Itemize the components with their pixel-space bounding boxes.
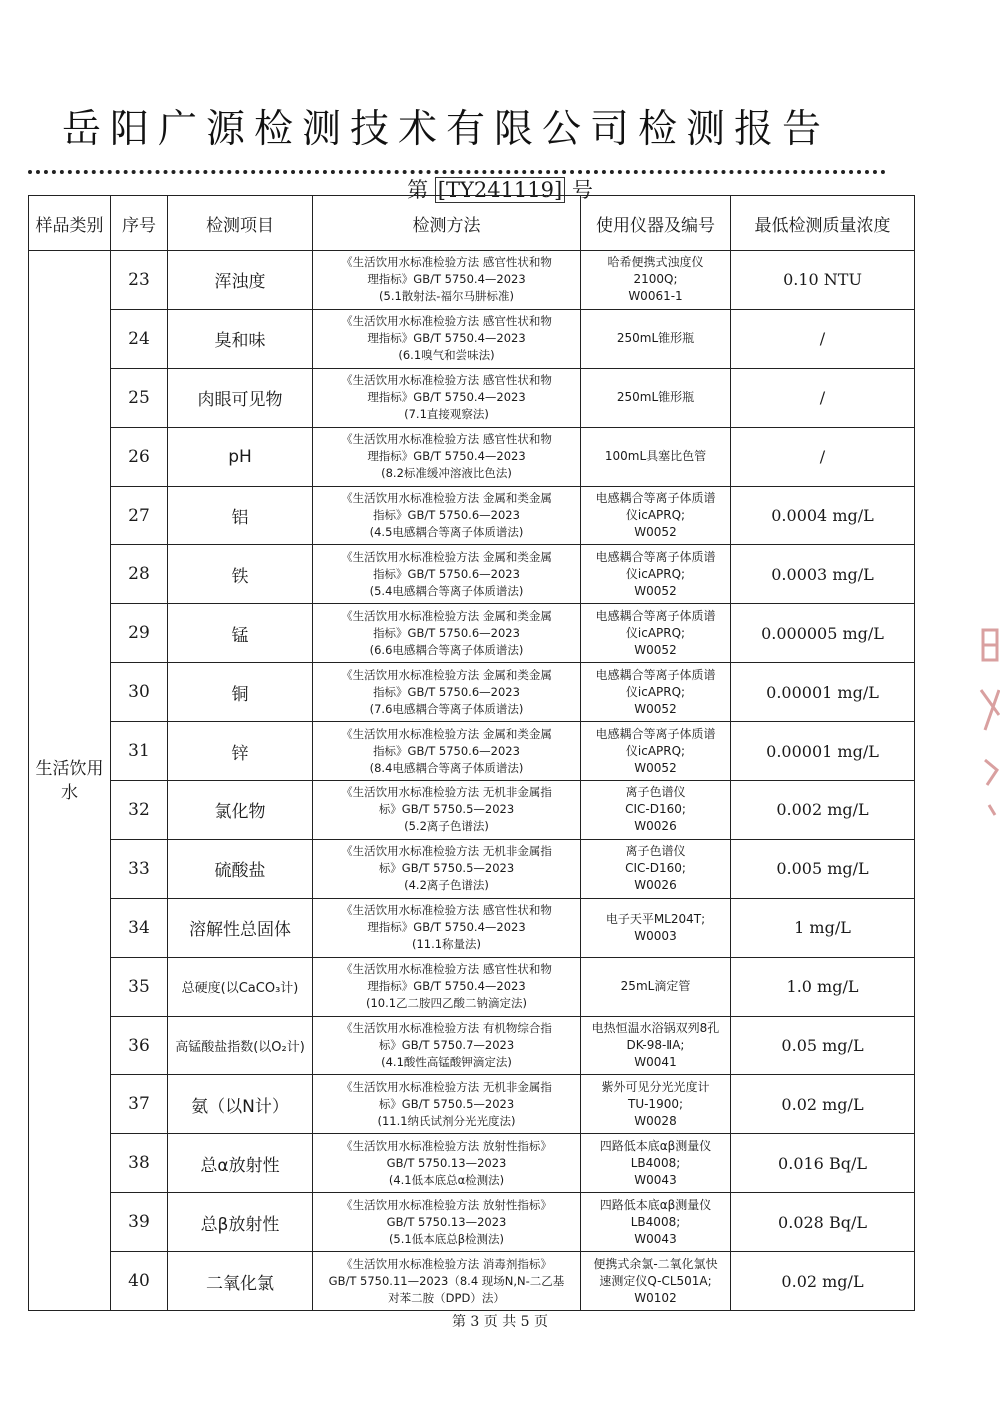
method-line: (8.4电感耦合等离子体质谱法) (369, 760, 524, 775)
method-cell (313, 898, 581, 957)
report-no: [TY241119] (435, 177, 565, 203)
instrument-line: 四路低本底αβ测量仪 (599, 1197, 712, 1212)
method-line: (10.1乙二胺四乙酸二钠滴定法) (365, 996, 528, 1011)
instrument-line: 便携式余氯-二氧化氯快 (593, 1256, 718, 1271)
item-cell: 铜 (168, 663, 313, 722)
instrument-line: 仪icAPRQ; (625, 566, 686, 581)
table-row (29, 486, 915, 545)
method-line: 《生活饮用水标准检验方法 消毒剂指标》 (341, 1256, 552, 1271)
table-row (29, 427, 915, 486)
method-line: 《生活饮用水标准检验方法 无机非金属指 (341, 1079, 552, 1094)
method-line: 指标》GB/T 5750.6—2023 (373, 625, 520, 640)
instrument-line: W0003 (634, 928, 677, 943)
method-line: 《生活饮用水标准检验方法 金属和类金属 (341, 667, 552, 682)
method-cell (313, 251, 581, 310)
item-cell: 氯化物 (168, 781, 313, 840)
method-line: 《生活饮用水标准检验方法 金属和类金属 (341, 491, 552, 505)
col-header: 序号 (111, 196, 168, 251)
method-line: (5.2离子色谱法) (404, 819, 489, 834)
method-line: (6.6电感耦合等离子体质谱法) (369, 642, 524, 657)
method-line: (5.1低本底总β检测法) (388, 1231, 505, 1246)
detection-limit-cell: 0.10 NTU (731, 251, 915, 310)
item-cell: 总硬度(以CaCO₃计) (168, 957, 313, 1016)
instrument-line: W0052 (634, 642, 677, 657)
instrument-line: W0026 (634, 819, 677, 834)
table-row (29, 545, 915, 604)
seq-cell: 31 (111, 722, 168, 781)
method-line: 指标》GB/T 5750.6—2023 (373, 743, 520, 758)
instrument-line: W0052 (634, 583, 677, 598)
instrument-line: W0052 (634, 701, 677, 716)
method-line: 指标》GB/T 5750.6—2023 (373, 684, 520, 699)
instrument-line: 2100Q; (633, 272, 678, 287)
table-row (29, 722, 915, 781)
instrument-cell (581, 427, 731, 486)
instrument-line: 电感耦合等离子体质谱 (595, 549, 716, 564)
method-line: 理指标》GB/T 5750.4—2023 (367, 920, 526, 935)
instrument-line: DK-98-ⅡA; (626, 1038, 685, 1053)
method-line: (4.1酸性高锰酸钾滴定法) (381, 1055, 512, 1070)
method-cell (313, 781, 581, 840)
report-suffix: 号 (571, 178, 593, 202)
instrument-cell (581, 957, 731, 1016)
instrument-line: 速测定仪Q-CL501A; (599, 1273, 712, 1288)
seq-cell: 29 (111, 604, 168, 663)
detection-limit-cell: 0.00001 mg/L (731, 722, 915, 781)
item-cell: 锰 (168, 604, 313, 663)
seq-cell: 39 (111, 1193, 168, 1252)
detection-limit-cell: / (731, 309, 915, 368)
detection-limit-cell: 0.0004 mg/L (731, 486, 915, 545)
method-line: 《生活饮用水标准检验方法 感官性状和物 (341, 962, 552, 977)
method-line: (11.1称量法) (411, 937, 482, 952)
method-cell (313, 545, 581, 604)
item-cell: 铁 (168, 545, 313, 604)
table-row (29, 839, 915, 898)
method-cell (313, 957, 581, 1016)
method-cell (313, 604, 581, 663)
report-prefix: 第 (407, 178, 429, 202)
item-cell: 高锰酸盐指数(以O₂计) (168, 1016, 313, 1075)
table-row (29, 1016, 915, 1075)
table-row (29, 781, 915, 840)
detection-limit-cell: 1 mg/L (731, 898, 915, 957)
table-row (29, 368, 915, 427)
method-line: 理指标》GB/T 5750.4—2023 (367, 390, 526, 405)
method-line: 《生活饮用水标准检验方法 感官性状和物 (341, 432, 552, 447)
instrument-cell (581, 604, 731, 663)
method-cell (313, 722, 581, 781)
instrument-line: 电感耦合等离子体质谱 (595, 667, 716, 682)
table-row (29, 309, 915, 368)
instrument-line: 电感耦合等离子体质谱 (595, 726, 716, 741)
method-line: 理指标》GB/T 5750.4—2023 (367, 272, 526, 287)
table-row (29, 1193, 915, 1252)
seq-cell: 36 (111, 1016, 168, 1075)
instrument-line: 紫外可见分光光度计 (601, 1079, 710, 1094)
instrument-cell (581, 1016, 731, 1075)
instrument-line: 仪icAPRQ; (625, 508, 686, 522)
method-line: 《生活饮用水标准检验方法 金属和类金属 (341, 726, 552, 741)
seq-cell: 40 (111, 1252, 168, 1311)
method-line: (11.1纳氏试剂分光光度法) (377, 1113, 516, 1128)
instrument-cell (581, 251, 731, 310)
seq-cell: 23 (111, 251, 168, 310)
seq-cell: 28 (111, 545, 168, 604)
instrument-cell (581, 368, 731, 427)
method-cell (313, 486, 581, 545)
method-line: 对苯二胺（DPD）法） (388, 1290, 505, 1305)
method-line: 理指标》GB/T 5750.4—2023 (367, 979, 526, 994)
instrument-line: W0102 (634, 1290, 677, 1305)
item-cell: pH (168, 427, 313, 486)
seq-cell: 34 (111, 898, 168, 957)
instrument-line: 离子色谱仪 (625, 844, 686, 859)
table-row (29, 957, 915, 1016)
table-header-row (29, 196, 915, 251)
instrument-line: 电感耦合等离子体质谱 (595, 608, 716, 623)
method-line: (6.1嗅气和尝味法) (398, 348, 495, 363)
instrument-cell (581, 545, 731, 604)
test-table (28, 195, 915, 1311)
instrument-cell (581, 1134, 731, 1193)
instrument-line: 250mL锥形瓶 (616, 331, 695, 346)
instrument-line: 四路低本底αβ测量仪 (599, 1138, 712, 1153)
method-line: 标》GB/T 5750.5—2023 (378, 802, 515, 817)
seq-cell: 24 (111, 309, 168, 368)
instrument-line: 电子天平ML204T; (605, 911, 706, 926)
detection-limit-cell: 0.00001 mg/L (731, 663, 915, 722)
item-cell: 二氧化氯 (168, 1252, 313, 1311)
stamp-fragment (975, 620, 1000, 820)
seq-cell: 32 (111, 781, 168, 840)
item-cell: 铝 (168, 486, 313, 545)
item-cell: 氨（以N计） (168, 1075, 313, 1134)
instrument-line: 离子色谱仪 (625, 785, 686, 800)
table-row (29, 1252, 915, 1311)
instrument-cell (581, 663, 731, 722)
instrument-line: W0052 (634, 525, 677, 539)
method-line: 理指标》GB/T 5750.4—2023 (367, 331, 526, 346)
detection-limit-cell: / (731, 427, 915, 486)
instrument-cell (581, 722, 731, 781)
table-row (29, 604, 915, 663)
item-cell: 浑浊度 (168, 251, 313, 310)
method-line: 《生活饮用水标准检验方法 感官性状和物 (341, 255, 552, 270)
table-row (29, 1134, 915, 1193)
item-cell: 臭和味 (168, 309, 313, 368)
item-cell: 总β放射性 (168, 1193, 313, 1252)
seq-cell: 26 (111, 427, 168, 486)
detection-limit-cell: 0.02 mg/L (731, 1075, 915, 1134)
item-cell: 硫酸盐 (168, 839, 313, 898)
instrument-line: 25mL滴定管 (620, 979, 691, 994)
table-row (29, 1075, 915, 1134)
detection-limit-cell: 0.016 Bq/L (731, 1134, 915, 1193)
method-line: 标》GB/T 5750.5—2023 (378, 861, 515, 876)
instrument-line: 电热恒温水浴锅双列8孔 (591, 1021, 720, 1036)
method-line: GB/T 5750.13—2023 (386, 1155, 507, 1170)
instrument-line: 仪icAPRQ; (625, 625, 686, 640)
method-line: 指标》GB/T 5750.6—2023 (373, 508, 520, 522)
col-header: 使用仪器及编号 (581, 196, 731, 251)
method-line: (8.2标准缓冲溶液比色法) (381, 466, 512, 481)
sample-category: 生活饮用水 (29, 251, 111, 1311)
detection-limit-cell: 0.05 mg/L (731, 1016, 915, 1075)
seq-cell: 30 (111, 663, 168, 722)
method-line: (4.2离子色谱法) (404, 878, 489, 893)
detection-limit-cell: / (731, 368, 915, 427)
seq-cell: 35 (111, 957, 168, 1016)
method-cell (313, 1134, 581, 1193)
method-line: (4.5电感耦合等离子体质谱法) (369, 525, 524, 539)
method-line: 《生活饮用水标准检验方法 无机非金属指 (341, 785, 552, 800)
method-line: (7.6电感耦合等离子体质谱法) (369, 701, 524, 716)
seq-cell: 38 (111, 1134, 168, 1193)
report-title: 岳阳广源检测技术有限公司检测报告 (62, 107, 831, 152)
instrument-line: 250mL锥形瓶 (616, 390, 695, 405)
table-row (29, 251, 915, 310)
seq-cell: 37 (111, 1075, 168, 1134)
method-line: GB/T 5750.11—2023（8.4 现场N,N-二乙基 (328, 1273, 565, 1288)
item-cell: 锌 (168, 722, 313, 781)
method-line: 标》GB/T 5750.5—2023 (378, 1096, 515, 1111)
col-header: 检测方法 (313, 196, 581, 251)
instrument-line: 电感耦合等离子体质谱 (595, 491, 716, 505)
method-cell (313, 427, 581, 486)
instrument-cell (581, 898, 731, 957)
method-line: 指标》GB/T 5750.6—2023 (373, 566, 520, 581)
method-line: GB/T 5750.13—2023 (386, 1214, 507, 1229)
item-cell: 肉眼可见物 (168, 368, 313, 427)
instrument-cell (581, 1252, 731, 1311)
method-line: 《生活饮用水标准检验方法 无机非金属指 (341, 844, 552, 859)
instrument-line: 100mL具塞比色管 (604, 449, 707, 464)
method-line: 《生活饮用水标准检验方法 金属和类金属 (341, 608, 552, 623)
detection-limit-cell: 0.028 Bq/L (731, 1193, 915, 1252)
method-line: 《生活饮用水标准检验方法 感官性状和物 (341, 373, 552, 388)
detection-limit-cell: 0.005 mg/L (731, 839, 915, 898)
method-line: (4.1低本底总α检测法) (388, 1172, 505, 1187)
instrument-line: CIC-D160; (625, 802, 686, 817)
instrument-cell (581, 781, 731, 840)
seq-cell: 33 (111, 839, 168, 898)
instrument-cell (581, 309, 731, 368)
detection-limit-cell: 1.0 mg/L (731, 957, 915, 1016)
seq-cell: 25 (111, 368, 168, 427)
instrument-line: W0026 (634, 878, 677, 893)
instrument-line: 仪icAPRQ; (625, 743, 686, 758)
instrument-line: W0052 (634, 760, 677, 775)
instrument-line: LB4008; (630, 1214, 681, 1229)
method-cell (313, 1016, 581, 1075)
instrument-line: LB4008; (630, 1155, 681, 1170)
instrument-line: W0041 (634, 1055, 677, 1070)
method-cell (313, 1193, 581, 1252)
col-header: 最低检测质量浓度 (731, 196, 915, 251)
instrument-line: TU-1900; (627, 1096, 684, 1111)
method-line: 《生活饮用水标准检验方法 感官性状和物 (341, 314, 552, 329)
instrument-cell (581, 1075, 731, 1134)
instrument-line: 哈希便携式浊度仪 (607, 255, 704, 270)
method-cell (313, 368, 581, 427)
item-cell: 溶解性总固体 (168, 898, 313, 957)
method-line: (7.1直接观察法) (404, 407, 489, 422)
instrument-line: CIC-D160; (625, 861, 686, 876)
method-line: 《生活饮用水标准检验方法 感官性状和物 (341, 903, 552, 918)
seq-cell: 27 (111, 486, 168, 545)
instrument-cell (581, 839, 731, 898)
method-line: (5.1散射法-福尔马肼标准) (379, 289, 514, 304)
method-cell (313, 839, 581, 898)
col-header: 样品类别 (29, 196, 111, 251)
instrument-cell (581, 1193, 731, 1252)
method-line: 标》GB/T 5750.7—2023 (378, 1038, 515, 1053)
method-cell (313, 1075, 581, 1134)
method-line: 《生活饮用水标准检验方法 放射性指标》 (341, 1197, 552, 1212)
method-line: 理指标》GB/T 5750.4—2023 (367, 449, 526, 464)
instrument-line: W0043 (634, 1231, 677, 1246)
detection-limit-cell: 0.000005 mg/L (731, 604, 915, 663)
detection-limit-cell: 0.02 mg/L (731, 1252, 915, 1311)
detection-limit-cell: 0.0003 mg/L (731, 545, 915, 604)
item-cell: 总α放射性 (168, 1134, 313, 1193)
page-number: 第 3 页 共 5 页 (451, 1314, 549, 1330)
table-row (29, 898, 915, 957)
method-line: 《生活饮用水标准检验方法 金属和类金属 (341, 549, 552, 564)
method-cell (313, 663, 581, 722)
detection-limit-cell: 0.002 mg/L (731, 781, 915, 840)
method-line: 《生活饮用水标准检验方法 放射性指标》 (341, 1138, 552, 1153)
method-line: (5.4电感耦合等离子体质谱法) (369, 583, 524, 598)
instrument-line: W0043 (634, 1172, 677, 1187)
instrument-line: 仪icAPRQ; (625, 684, 686, 699)
instrument-cell (581, 486, 731, 545)
col-header: 检测项目 (168, 196, 313, 251)
method-cell (313, 1252, 581, 1311)
instrument-line: W0028 (634, 1113, 677, 1128)
method-cell (313, 309, 581, 368)
table-row (29, 663, 915, 722)
instrument-line: W0061-1 (628, 289, 683, 304)
method-line: 《生活饮用水标准检验方法 有机物综合指 (341, 1021, 552, 1036)
